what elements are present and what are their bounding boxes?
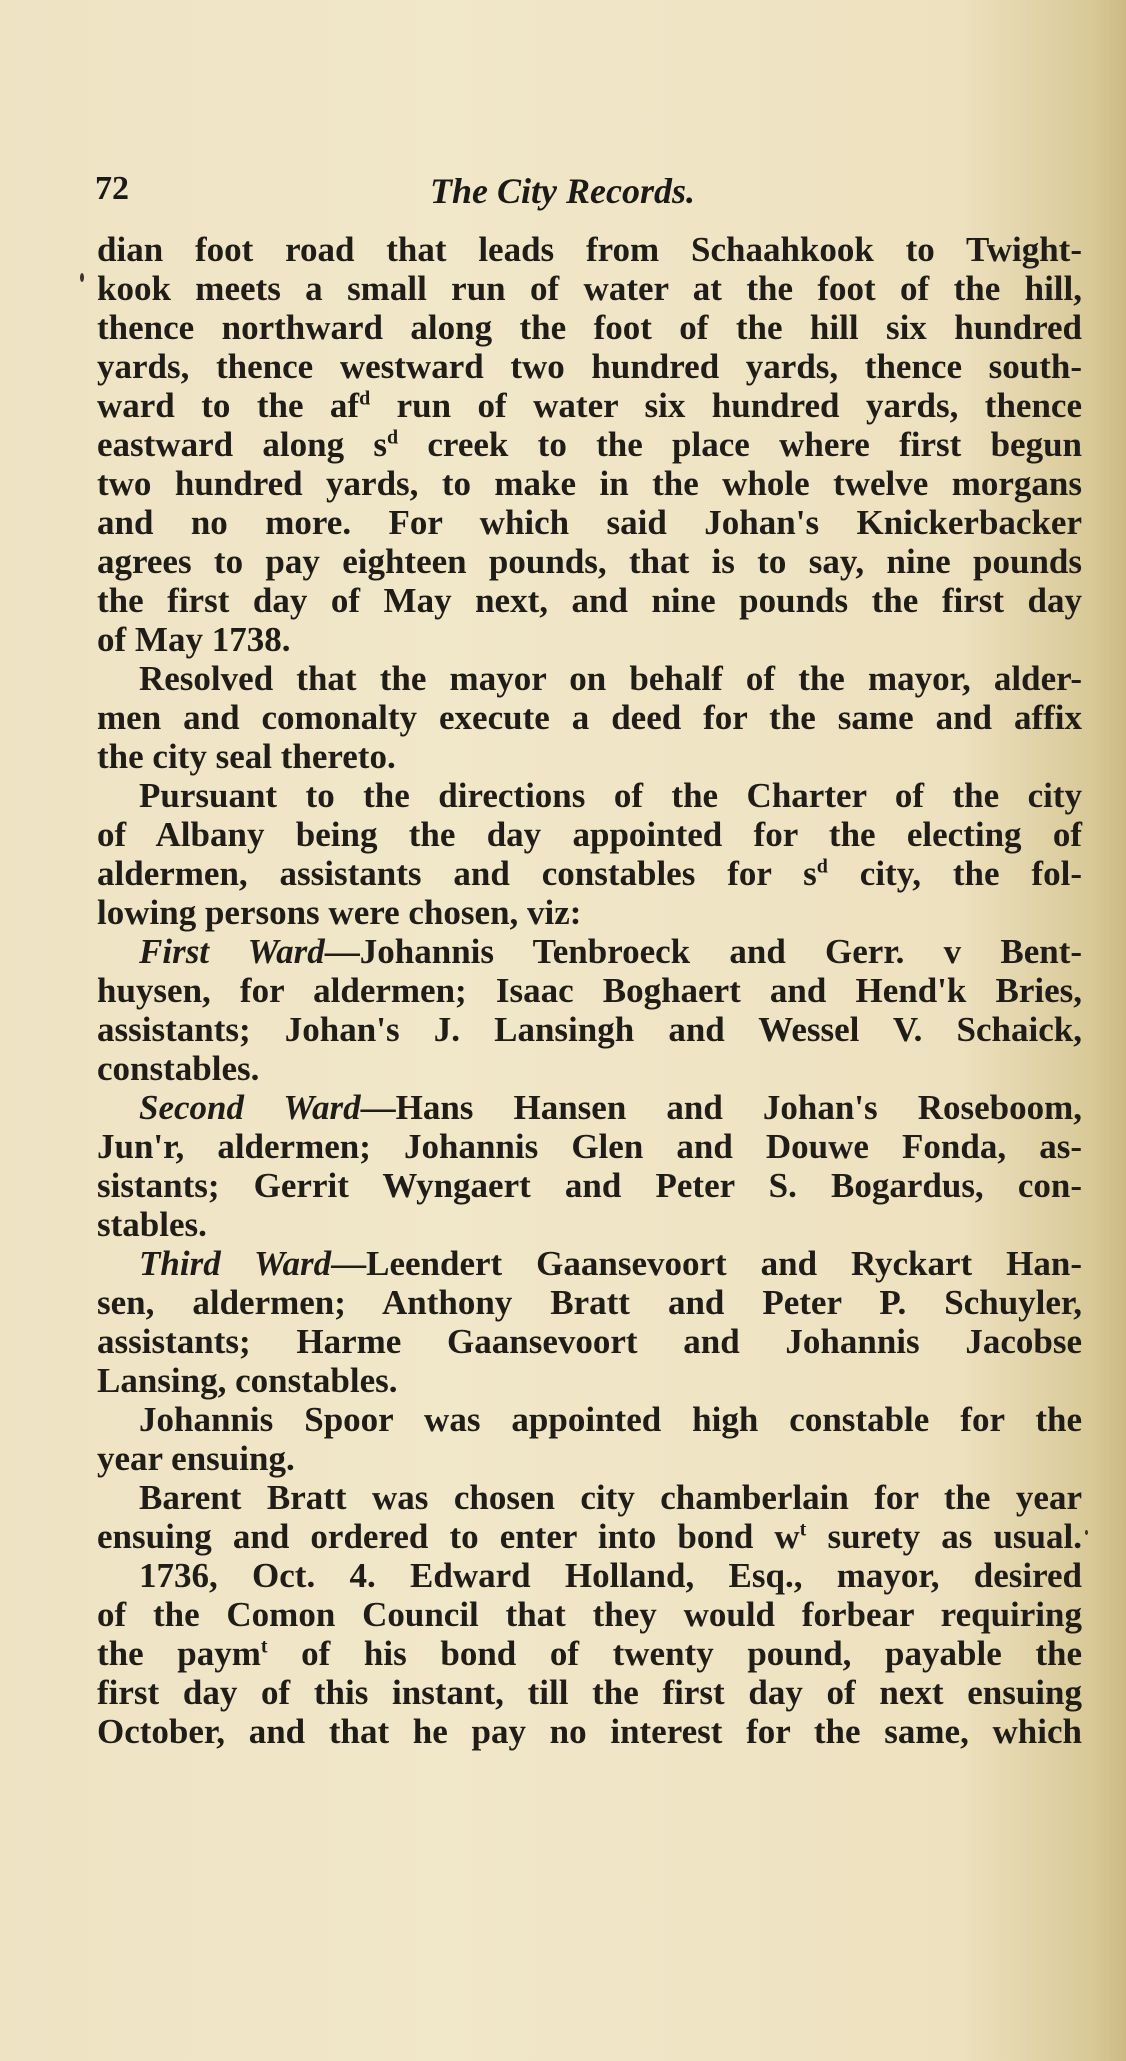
text-run: —Leendert Gaansevoort and Ryckart Han- [331,1244,1082,1283]
text-line: the first day of May next, and nine pounds the first day [97,581,1082,620]
text-line [97,854,1082,893]
text-line: of May 1738. [97,620,291,659]
text-run: —Johannis Tenbroeck and Gerr. v Bent- [324,932,1083,971]
text-run: run of water six hundred yards, thence [370,386,1082,425]
text-run: creek to the place where first begun [398,425,1083,464]
text-line [97,1088,1082,1127]
ward-heading: Second Ward [139,1088,361,1127]
text-line: Resolved that the mayor on behalf of the mayor, alder- [139,659,1082,698]
text-line [97,1517,1082,1556]
text-line: men and comonalty execute a deed for the same and affix [97,698,1082,737]
text-line: dian foot road that leads from Schaahkook to Twight- [97,230,1082,269]
superscript: d [359,387,371,410]
text-line: stables. [97,1205,207,1244]
text-line: 1736, Oct. 4. Edward Holland, Esq., mayor, desired [139,1556,1082,1595]
text-run: eastward along s [97,425,387,464]
text-line: kook meets a small run of water at the foot of the hill, [97,269,1082,308]
text-line [97,932,1082,971]
text-run: ward to the af [97,386,360,425]
text-line: October, and that he pay no interest for the same, which [97,1712,1082,1751]
text-line [97,386,1082,425]
ward-heading: First Ward [139,932,325,971]
text-line: thence northward along the foot of the hill six hundred [97,308,1082,347]
text-line: lowing persons were chosen, viz: [97,893,582,932]
page-header [95,170,1075,220]
text-line: huysen, for aldermen; Isaac Boghaert and Hend'k Bries, [97,971,1082,1010]
text-line: assistants; Harme Gaansevoort and Johannis Jacobse [97,1322,1082,1361]
text-line: sistants; Gerrit Wyngaert and Peter S. Bogardus, con- [97,1166,1082,1205]
text-line: Jun'r, aldermen; Johannis Glen and Douwe Fonda, as- [97,1127,1082,1166]
ward-heading: Third Ward [139,1244,332,1283]
text-run: aldermen, assistants and constables for s [97,854,817,893]
text-line [97,1634,1082,1673]
text-run: ensuing and ordered to enter into bond w [97,1517,800,1556]
page-number: 72 [95,170,129,207]
text-line: first day of this instant, till the first day of next ensuing [97,1673,1082,1712]
text-run: of his bond of twenty pound, payable the [267,1634,1082,1673]
text-line: Pursuant to the directions of the Charter of the city [139,776,1082,815]
superscript: t [260,1635,268,1658]
running-title: The City Records. [430,171,695,211]
text-run: surety as usual. [806,1517,1082,1556]
text-line: constables. [97,1049,260,1088]
text-line: Lansing, constables. [97,1361,398,1400]
body-text [97,230,1082,1751]
text-line: and no more. For which said Johan's Knickerbacker [97,503,1082,542]
text-line: assistants; Johan's J. Lansingh and Wessel V. Schaick, [97,1010,1082,1049]
text-run: —Hans Hansen and Johan's Roseboom, [360,1088,1082,1127]
superscript: d [386,426,399,449]
text-line: agrees to pay eighteen pounds, that is to say, nine pounds [97,542,1082,581]
text-run: city, the fol- [827,854,1082,893]
text-line: Johannis Spoor was appointed high constable for the [139,1400,1082,1439]
ink-speck [1085,1530,1088,1535]
text-line [97,425,1082,464]
text-line: of Albany being the day appointed for the electing of [97,815,1082,854]
text-line: sen, aldermen; Anthony Bratt and Peter P. Schuyler, [97,1283,1082,1322]
text-line: of the Comon Council that they would forbear requiring [97,1595,1082,1634]
superscript: d [816,855,828,878]
text-line: yards, thence westward two hundred yards, thence south- [97,347,1082,386]
text-line [97,1244,1082,1283]
text-line: Barent Bratt was chosen city chamberlain for the year [139,1478,1082,1517]
text-line: year ensuing. [97,1439,295,1478]
text-line: the city seal thereto. [97,737,396,776]
text-line: two hundred yards, to make in the whole twelve morgans [97,464,1082,503]
ink-speck [80,273,84,282]
superscript: t [799,1518,807,1541]
text-run: the paym [97,1634,261,1673]
